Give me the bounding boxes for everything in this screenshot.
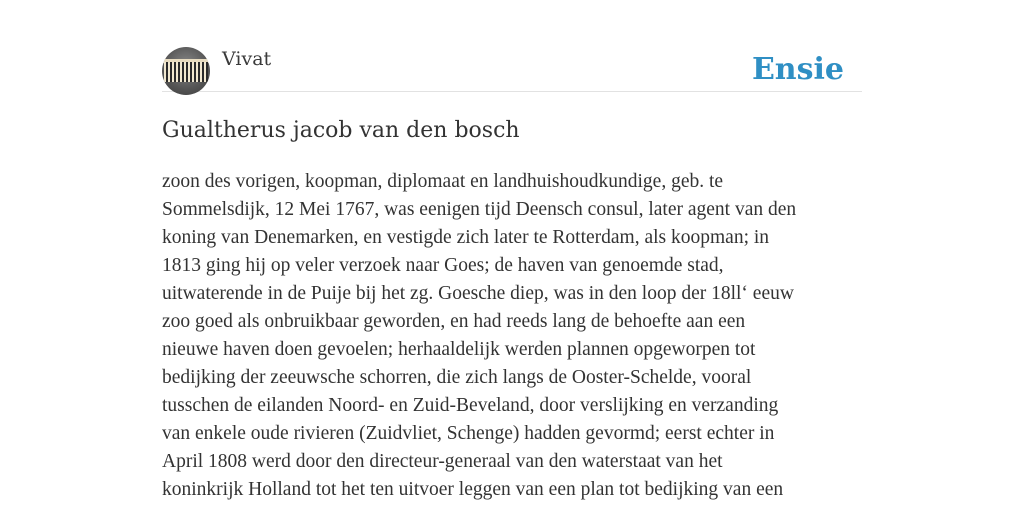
article-title: Gualtherus jacob van den bosch <box>162 118 520 143</box>
body-line: tusschen de eilanden Noord- en Zuid-Beveland, door verslijking en verzanding <box>162 395 779 416</box>
body-line: zoon des vorigen, koopman, diplomaat en landhuishoudkundige, geb. te <box>162 171 724 192</box>
body-line: van enkele oude rivieren (Zuidvliet, Schenge) hadden gevormd; eerst echter in <box>162 423 775 444</box>
author-name[interactable]: Vivat <box>222 48 272 70</box>
body-line: 1813 ging hij op veler verzoek naar Goes; de haven van genoemde stad, <box>162 255 724 276</box>
body-line: koning van Denemarken, en vestigde zich later te Rotterdam, als koopman; in <box>162 227 770 248</box>
body-line: koninkrijk Holland tot het ten uitvoer leggen van een plan tot bedijking van een <box>162 479 784 500</box>
body-line: zoo goed als onbruikbaar geworden, en had reeds lang de behoefte aan een <box>162 311 746 332</box>
avatar-books <box>164 62 208 82</box>
article-body <box>162 168 862 504</box>
site-header <box>162 0 862 92</box>
article-page <box>162 0 862 512</box>
body-line: bedijking der zeeuwsche schorren, die zich langs de Ooster-Schelde, vooral <box>162 367 752 388</box>
body-line: Sommelsdijk, 12 Mei 1767, was eenigen tijd Deensch consul, later agent van den <box>162 199 797 220</box>
body-line: uitwaterende in de Puije bij het zg. Goesche diep, was in den loop der 18ll‘ eeuw <box>162 283 794 304</box>
site-logo[interactable]: Ensie <box>751 52 844 87</box>
book-shelf-avatar-icon[interactable] <box>162 47 210 95</box>
body-line: April 1808 werd door den directeur-generaal van den waterstaat van het <box>162 451 723 472</box>
body-line: nieuwe haven doen gevoelen; herhaaldelijk werden plannen opgeworpen tot <box>162 339 756 360</box>
